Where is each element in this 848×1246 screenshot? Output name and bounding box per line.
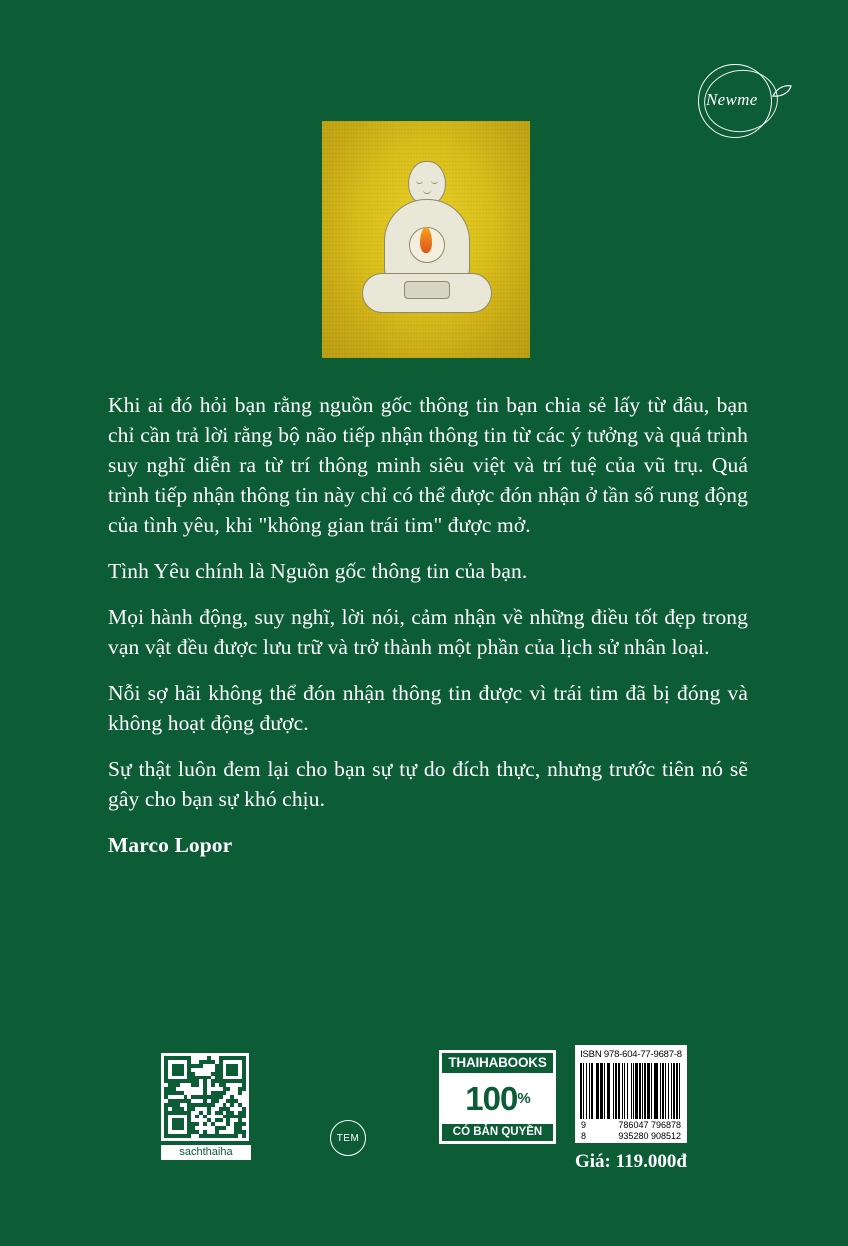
figure-hands	[404, 281, 450, 299]
figure-eye-left	[416, 180, 423, 184]
qr-code-caption: sachthaiha	[161, 1145, 251, 1160]
blurb-paragraph-3: Mọi hành động, suy nghĩ, lời nói, cảm nhận về những điều tốt đẹp trong vạn vật đều được lưu trữ và trở thành một phần của lịch sử nhân loại.	[108, 605, 748, 659]
publisher-logo	[690, 62, 796, 140]
meditating-figure	[322, 121, 530, 358]
figure-mouth	[423, 190, 431, 194]
barcode-digit-group-bottom: 935280 908512	[618, 1131, 681, 1141]
price-label: Giá: 119.000đ	[575, 1151, 687, 1172]
qr-code-block	[161, 1053, 251, 1160]
blurb-paragraph-2: Tình Yêu chính là Nguồn gốc thông tin của bạn.	[108, 559, 528, 583]
barcode-block	[575, 1045, 687, 1173]
back-cover-blurb	[108, 390, 748, 876]
qr-code-matrix	[164, 1056, 246, 1138]
copyright-badge-percent	[442, 1073, 553, 1124]
qr-code[interactable]	[161, 1053, 249, 1141]
footer-region	[0, 1040, 848, 1190]
author-name: Marco Lopor	[108, 833, 233, 857]
copyright-badge-publisher: THAIHABOOKS	[442, 1053, 553, 1073]
copyright-percent-value: 100	[465, 1079, 518, 1117]
barcode-left-digit: 9	[581, 1120, 587, 1130]
tem-stamp-label: TEM	[336, 1132, 360, 1144]
copyright-badge-caption: CÓ BẢN QUYỀN	[442, 1124, 553, 1141]
blurb-paragraph-4: Nỗi sợ hãi không thể đón nhận thông tin được vì trái tim đã bị đóng và không hoạt động được.	[108, 681, 748, 735]
barcode-card	[575, 1045, 687, 1143]
barcode-digits-bottom	[580, 1130, 682, 1141]
barcode-digit-group-top: 786047 796878	[618, 1120, 681, 1130]
copyright-badge	[439, 1050, 556, 1144]
figure-eye-right	[431, 180, 438, 184]
publisher-logo-text: Newme	[706, 90, 758, 109]
tem-stamp	[330, 1120, 366, 1156]
blurb-paragraph-5: Sự thật luôn đem lại cho bạn sự tự do đích thực, nhưng trước tiên nó sẽ gây cho bạn sự khó chịu.	[108, 757, 748, 811]
barcode-bars	[580, 1063, 682, 1119]
leaf-icon	[772, 84, 792, 98]
flame-icon	[420, 227, 432, 253]
copyright-percent-symbol: %	[517, 1089, 530, 1107]
barcode-bottom-left-digit: 8	[581, 1131, 587, 1141]
isbn-text: ISBN 978-604-77-9687-8	[580, 1049, 682, 1060]
barcode-digits-top	[580, 1119, 682, 1130]
cover-art-image	[322, 121, 530, 358]
blurb-paragraph-1: Khi ai đó hỏi bạn rằng nguồn gốc thông tin bạn chia sẻ lấy từ đâu, bạn chỉ cần trả lời rằng bộ não tiếp nhận thông tin từ các ý tưởng và quá trình suy nghĩ diễn ra từ trí thông minh siêu việt và trí tuệ của vũ trụ. Quá trình tiếp nhận thông tin này chỉ có thể được đón nhận ở tần số rung động của tình yêu, khi "không gian trái tim" được mở.	[108, 393, 748, 537]
